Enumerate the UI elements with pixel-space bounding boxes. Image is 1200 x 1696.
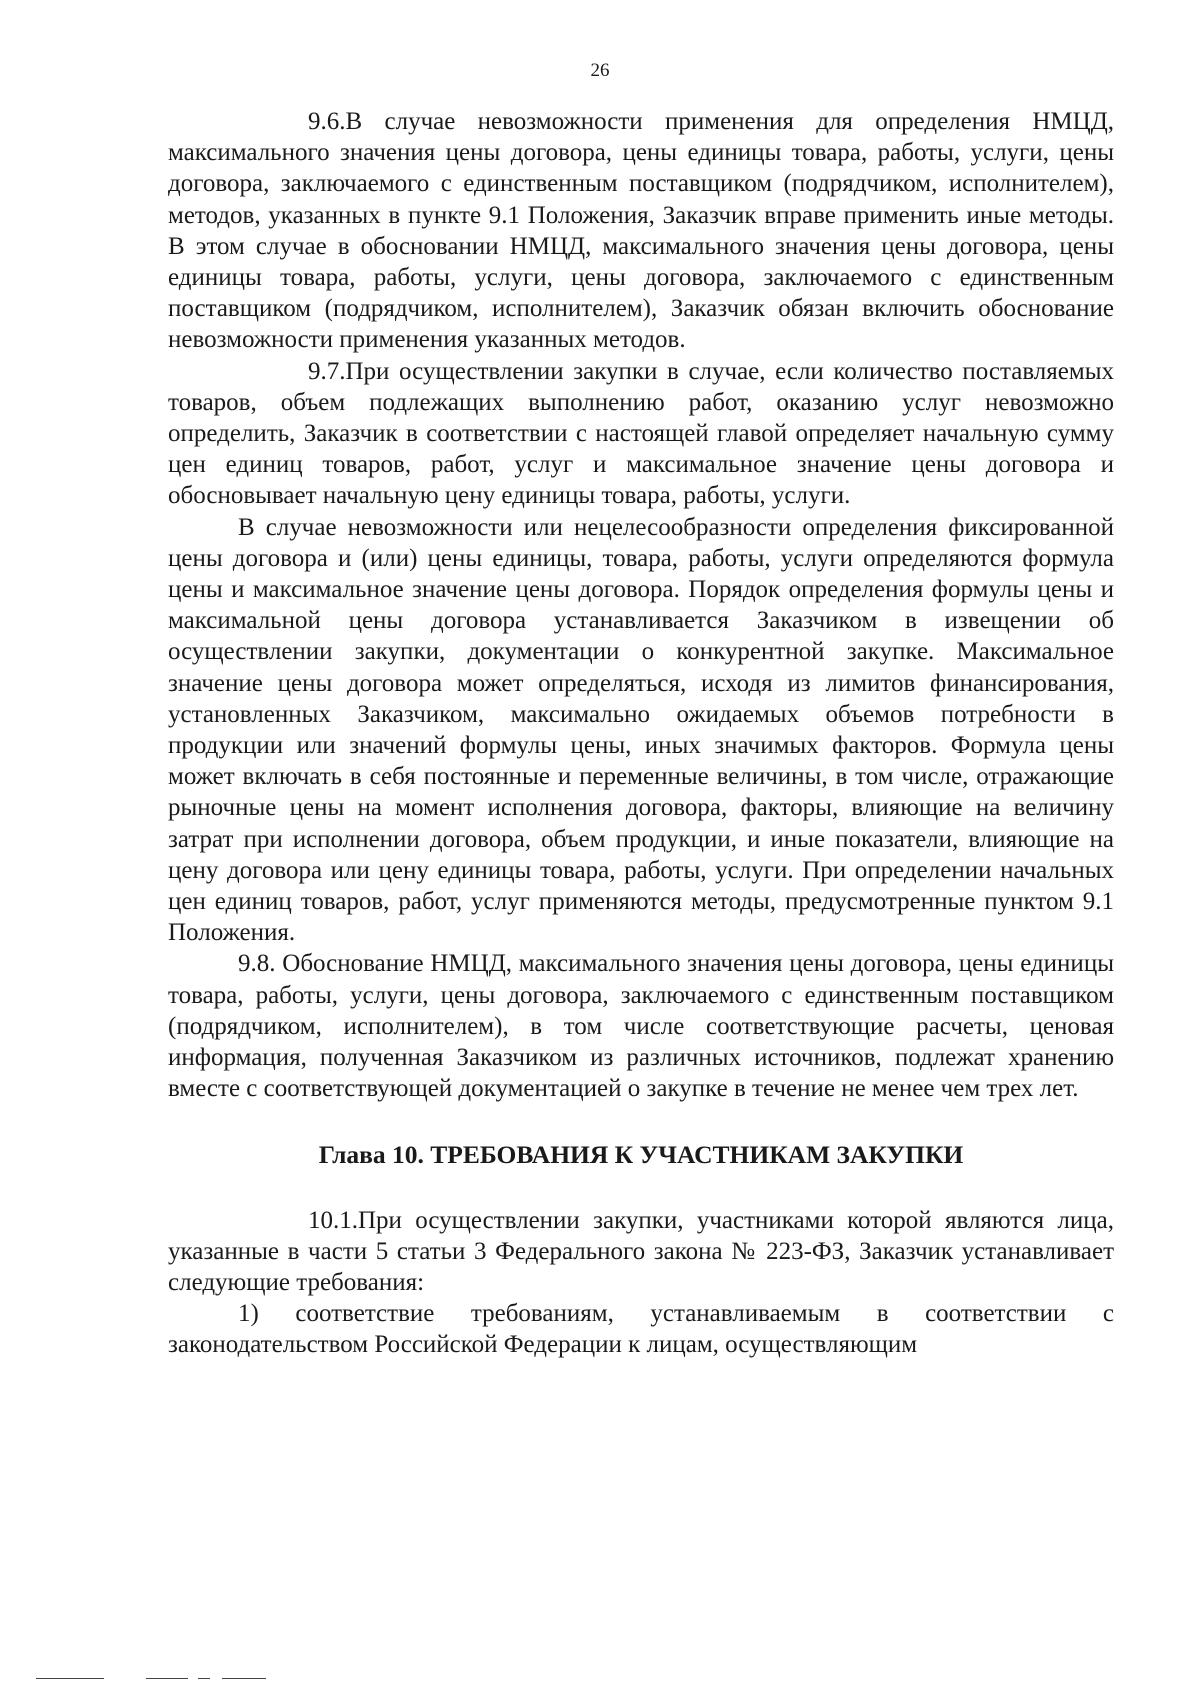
paragraph-text: При осуществлении закупки в случае, если количество поставляемых товаров, объем подлежащих выполнению работ, оказанию услуг невозможно определить, Заказчик в соответствии с настоящей главой определяет начальную сумму цен единиц товаров, работ, услуг и максимальное значение цены договора и обосновывает начальную цену единицы товара, работы, услуги. bbox=[168, 357, 1114, 510]
paragraph-text: В случае невозможности или нецелесообразности определения фиксированной цены договора и (или) цены единицы, товара, работы, услуги определяются формула цены и максимальное значение цены договора. Порядок определения формулы цены и максимальной цены договора устанавливается Заказчиком в извещении об осуществлении закупки, документации о конкурентной закупке. Максимальное значение цены договора может определяться, исходя из лимитов финансирования, установленных Заказчиком, максимально ожидаемых объемов потребности в продукции или значений формулы цены, иных значимых факторов. Формула цены может включать в себя постоянные и переменные величины, в том числе, отражающие рыночные цены на момент исполнения договора, факторы, влияющие на величину затрат при исполнении договора, объем продукции, и иные показатели, влияющие на цену договора или цену единицы товара, работы, услуги. При определении начальных цен единиц товаров, работ, услуг применяются методы, предусмотренные пунктом 9.1 Положения. bbox=[168, 513, 1114, 947]
scan-artifact-line bbox=[222, 1678, 266, 1679]
scan-artifact-line bbox=[36, 1678, 104, 1679]
paragraph-number: 9.6. bbox=[308, 108, 346, 135]
scan-artifact-line bbox=[198, 1678, 210, 1679]
scan-artifact-line bbox=[146, 1678, 188, 1679]
paragraph-text: При осуществлении закупки, участниками которой являются лица, указанные в части 5 статьи 3 Федерального закона № 223-ФЗ, Заказчик устанавливает следующие требования: bbox=[168, 1206, 1114, 1296]
paragraph-text: 1) соответствие требованиям, устанавливаемым в соответствии с законодательством Российской Федерации к лицам, осуществляющим bbox=[168, 1300, 1114, 1359]
paragraph-text: 9.8. Обоснование НМЦД, максимального значения цены договора, цены единицы товара, работы, услуги, цены договора, заключаемого с единственным поставщиком (подрядчиком, исполнителем), в том числе соответствующие расчеты, ценовая информация, полученная Заказчиком из различных источников, подлежат хранению вместе с соответствующей документацией о закупке в течение не менее чем трех лет. bbox=[168, 950, 1114, 1103]
paragraph-9-7-continued bbox=[168, 512, 1114, 949]
paragraph-10-1 bbox=[168, 1205, 1114, 1299]
page-number: 26 bbox=[590, 60, 610, 81]
paragraph-number: 10.1. bbox=[308, 1206, 358, 1234]
paragraph-text: В случае невозможности применения для определения НМЦД, максимального значения цены договора, цены единицы товара, работы, услуги, цены договора, заключаемого с единственным поставщиком (подрядчиком, исполнителем), методов, указанных в пункте 9.1 Положения, Заказчик вправе применить иные методы. В этом случае в обосновании НМЦД, максимального значения цены договора, цены единицы товара, работы, услуги, цены договора, заключаемого с единственным поставщиком (подрядчиком, исполнителем), Заказчик обязан включить обоснование невозможности применения указанных методов. bbox=[168, 108, 1114, 354]
document-body bbox=[168, 106, 1114, 1361]
paragraph-9-7 bbox=[168, 356, 1114, 512]
paragraph-9-8 bbox=[168, 948, 1114, 1104]
paragraph-number: 9.7. bbox=[308, 357, 346, 385]
list-item-1 bbox=[168, 1298, 1114, 1360]
chapter-heading: Глава 10. ТРЕБОВАНИЯ К УЧАСТНИКАМ ЗАКУПКИ bbox=[318, 1139, 964, 1169]
paragraph-9-6 bbox=[168, 106, 1114, 356]
